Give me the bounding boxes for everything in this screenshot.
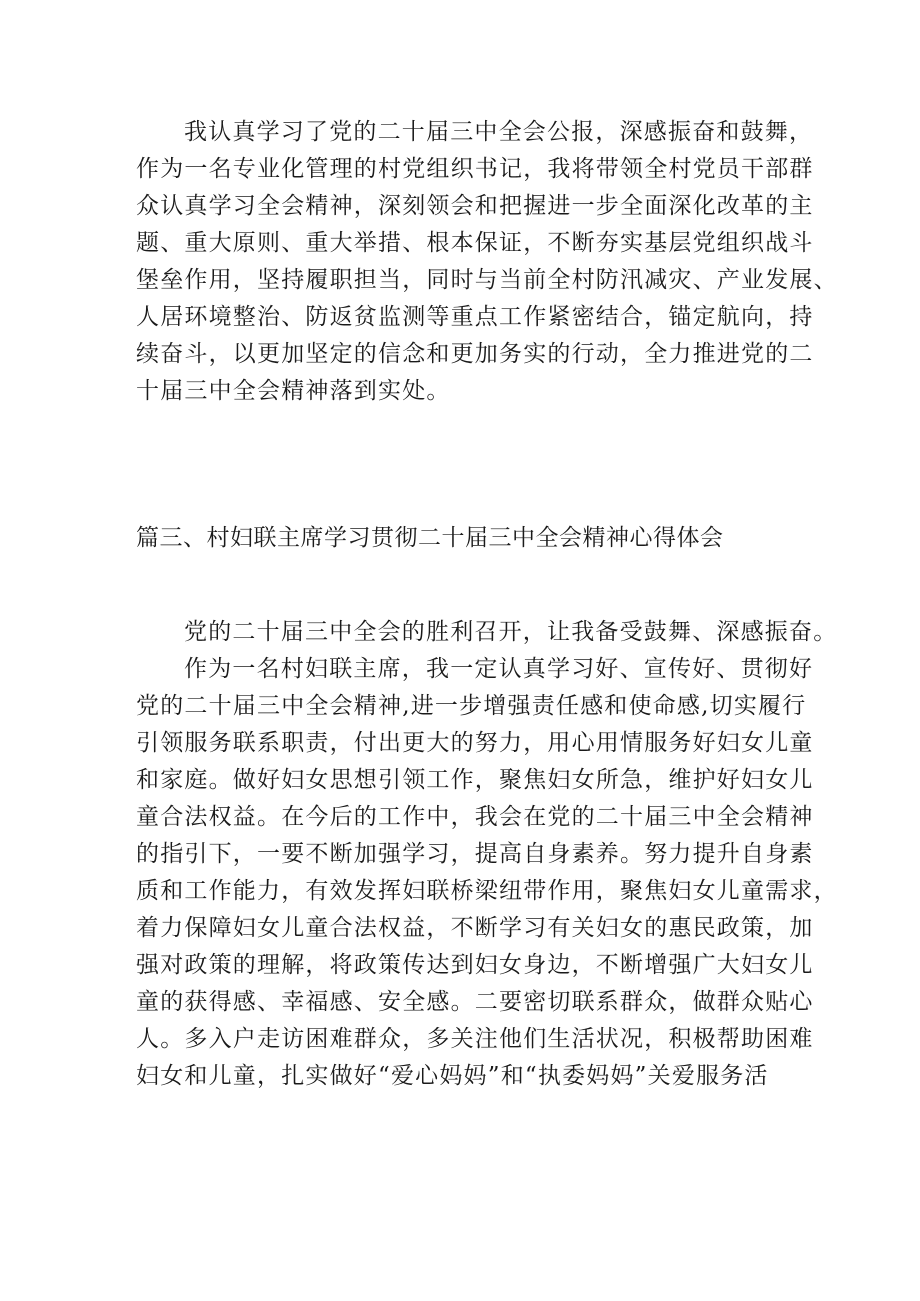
paragraph-line: 引领服务联系职责，付出更大的努力，用心用情服务好妇女儿童 (136, 730, 814, 756)
paragraph-line: 作为一名专业化管理的村党组织书记，我将带领全村党员干部群 (136, 156, 814, 182)
paragraph-line: 党的二十届三中全会的胜利召开，让我备受鼓舞、深感振奋。 (184, 619, 838, 645)
paragraph-line: 的指引下，一要不断加强学习，提高自身素养。努力提升自身素 (136, 841, 814, 867)
paragraph-line: 续奋斗，以更加坚定的信念和更加务实的行动，全力推进党的二 (136, 341, 814, 367)
paragraph-2 (136, 614, 838, 1095)
paragraph-line: 质和工作能力，有效发挥妇联桥梁纽带作用，聚焦妇女儿童需求， (136, 878, 838, 904)
paragraph-line: 堡垒作用，坚持履职担当，同时与当前全村防汛减灾、产业发展、 (136, 267, 838, 293)
paragraph-line: 题、重大原则、重大举措、根本保证，不断夯实基层党组织战斗 (136, 230, 814, 256)
paragraph-line: 强对政策的理解，将政策传达到妇女身边，不断增强广大妇女儿 (136, 952, 814, 978)
paragraph-line: 妇女和儿童，扎实做好“爱心妈妈”和“执委妈妈”关爱服务活 (136, 1063, 769, 1089)
paragraph-line: 人。多入户走访困难群众，多关注他们生活状况，积极帮助困难 (136, 1026, 814, 1052)
paragraph-line: 童的获得感、幸福感、安全感。二要密切联系群众，做群众贴心 (136, 989, 814, 1015)
paragraph-line: 童合法权益。在今后的工作中，我会在党的二十届三中全会精神 (136, 804, 814, 830)
paragraph-line: 我认真学习了党的二十届三中全会公报，深感振奋和鼓舞， (184, 119, 814, 145)
paragraph-line: 和家庭。做好妇女思想引领工作，聚焦妇女所急，维护好妇女儿 (136, 767, 814, 793)
section-heading: 篇三、村妇联主席学习贯彻二十届三中全会精神心得体会 (136, 525, 724, 551)
paragraph-line: 人居环境整治、防返贫监测等重点工作紧密结合，锚定航向，持 (136, 304, 814, 330)
paragraph-line: 党的二十届三中全会精神,进一步增强责任感和使命感,切实履行 (136, 693, 807, 719)
paragraph-line: 着力保障妇女儿童合法权益，不断学习有关妇女的惠民政策，加 (136, 915, 814, 941)
paragraph-line: 十届三中全会精神落到实处。 (136, 378, 451, 404)
paragraph-line: 众认真学习全会精神，深刻领会和把握进一步全面深化改革的主 (136, 193, 814, 219)
paragraph-line: 作为一名村妇联主席，我一定认真学习好、宣传好、贯彻好 (184, 656, 814, 682)
paragraph-1 (136, 114, 838, 410)
